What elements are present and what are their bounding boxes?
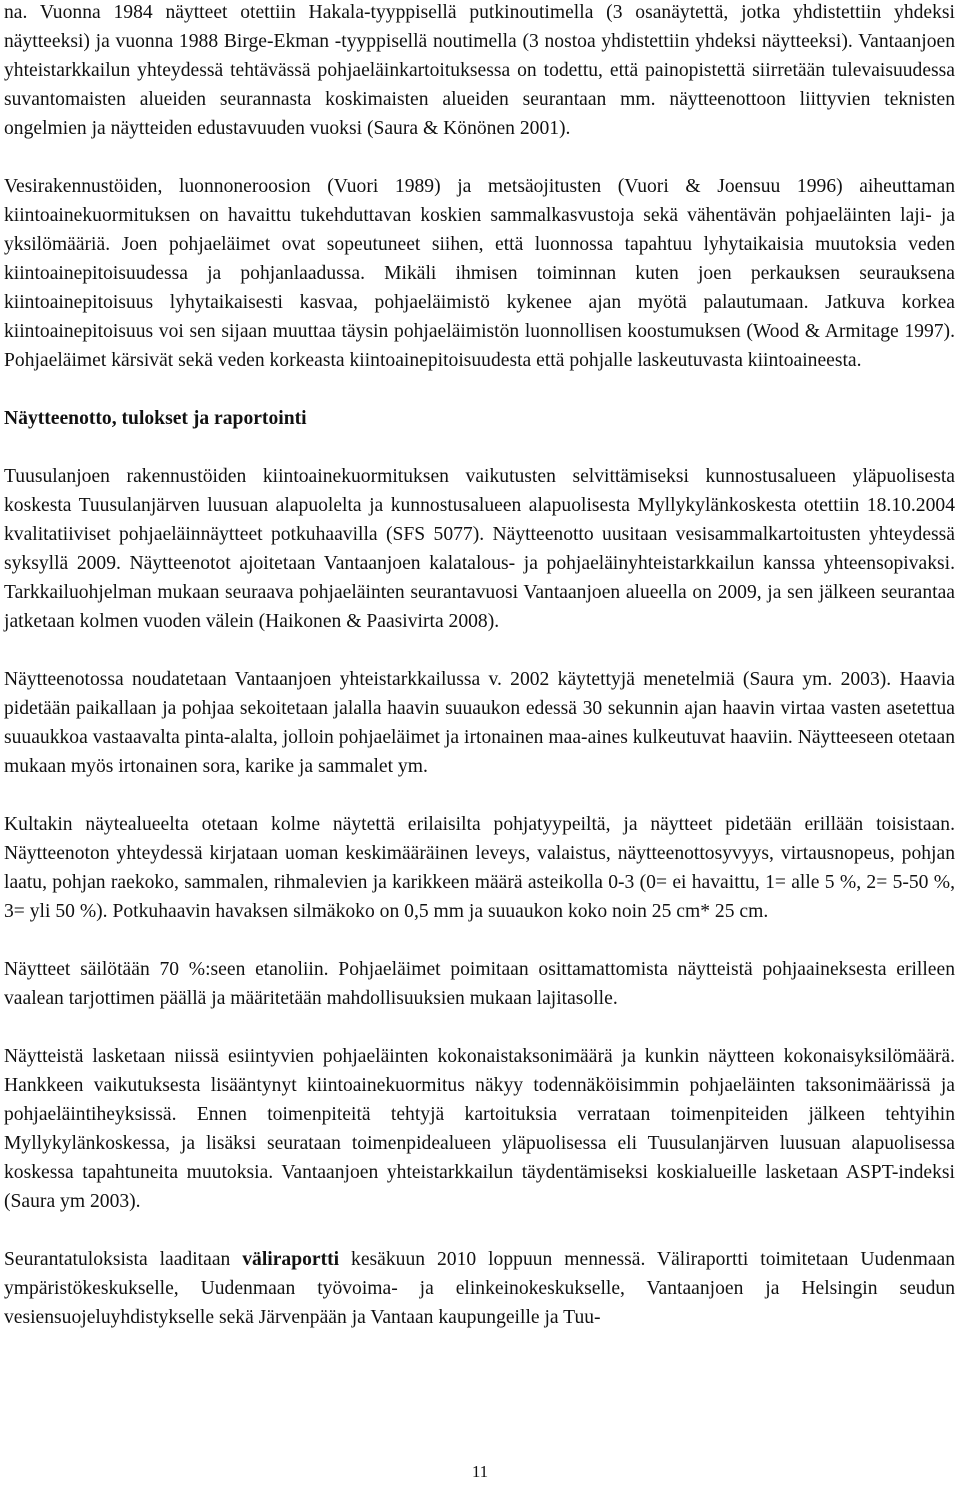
reporting-text-start: Seurantatuloksista laaditaan [4, 1249, 243, 1270]
page-number: 11 [471, 1462, 489, 1481]
paragraph-reporting [4, 1245, 955, 1332]
paragraph-sampling-history: na. Vuonna 1984 näytteet otettiin Hakala-tyyppisellä putkinoutimella (3 osanäytettä, jotka yhdistettiin yhdeksi näytteeksi) ja vuonna 1988 Birge-Ekman -tyyppisellä noutimella (3 nostoa yhdistettiin yhdeksi näytteeksi). Vantaanjoen yhteistarkkailun yhteydessä tehtävässä pohjaeläinkartoituksessa on todettu, että painopistettä siirretään tulevaisuudessa suvantomaisten alueiden seurannasta koskimaisten alueiden seurantaan mm. näytteenottoon liittyvien teknisten ongelmien ja näytteiden edustavuuden vuoksi (Saura & Könönen 2001). [4, 2, 955, 139]
paragraph-suspended-solids: Vesirakennustöiden, luonnoneroosion (Vuori 1989) ja metsäojitusten (Vuori & Joensuu 1996) aiheuttaman kiintoainekuormituksen on havaittu tukehduttavan koskien sammalkasvustoja sekä vähentävän pohjaeläinten laji- ja yksilömääriä. Joen pohjaeläimet ovat sopeutuneet siihen, että luonnossa tapahtuu lyhytaikaisia muutoksia veden kiintoainepitoisuudessa ja pohjanlaadussa. Mikäli ihmisen toiminnan kuten joen perkauksen seurauksena kiintoainepitoisuus lyhytaikaisesti kasvaa, pohjaeläimistö kykenee ajan myötä palautumaan. Jatkuva korkea kiintoainepitoisuus voi sen sijaan muuttaa täysin pohjaeläimistön luonnollisen koostumuksen (Wood & Armitage 1997). Pohjaeläimet kärsivät sekä veden korkeasta kiintoainepitoisuudesta että pohjalle laskeutuvasta kiintoaineesta. [4, 176, 955, 371]
reporting-bold-term: väliraportti [242, 1249, 340, 1270]
paragraph-sampling-method: Näytteenotossa noudatetaan Vantaanjoen yhteistarkkailussa v. 2002 käytettyjä menetelmiä (Saura ym. 2003). Haavia pidetään paikallaan ja pohjaa sekoitetaan jalalla haavin suuaukon edessä 30 sekunnin ajan haavin virtaa vasten asetettua suuaukkoa vastaavalta pinta-alalta, jolloin pohjaeläimet ja irtonainen maa-aines kulkeutuvat haaviin. Näytteeseen otetaan mukaan myös irtonainen sora, karike ja sammalet ym. [4, 669, 955, 777]
paragraph-analysis: Näytteistä lasketaan niissä esiintyvien pohjaeläinten kokonaistaksonimäärä ja kunkin näytteen kokonaisyksilömäärä. Hankkeen vaikutuksesta lisääntynyt kiintoainekuormitus näkyy todennäköisimmin pohjaeläinten taksonimäärissä ja pohjaeläintiheyksissä. Ennen toimenpiteitä tehtyjä kartoituksia verrataan toimenpiteiden jälkeen tehtyihin Myllykylänkoskessa, ja lisäksi seurataan toimenpidealueen yläpuolisessa eli Tuusulanjärven luusuan alapuolisessa koskessa tapahtuneita muutoksia. Vantaanjoen yhteistarkkailun täydentämiseksi koskialueille lasketaan ASPT-indeksi (Saura ym 2003). [4, 1046, 955, 1212]
section-heading: Näytteenotto, tulokset ja raportointi [4, 408, 307, 429]
paragraph-preservation: Näytteet säilötään 70 %:seen etanoliin. Pohjaeläimet poimitaan osittamattomista näytteistä pohjaaineksesta erilleen vaalean tarjottimen päällä ja määritetään mahdollisuuksien mukaan lajitasolle. [4, 959, 955, 1009]
paragraph-tuusulanjoki-sampling: Tuusulanjoen rakennustöiden kiintoainekuormituksen vaikutusten selvittämiseksi kunnostusalueen yläpuolisesta koskesta Tuusulanjärven luusuan alapuolelta ja kunnostusalueen alapuolisesta Myllykylänkoskesta otettiin 18.10.2004 kvalitatiiviset pohjaeläinnäytteet potkuhaavilla (SFS 5077). Näytteenotto uusitaan vesisammalkartoitusten yhteydessä syksyllä 2009. Näytteenotot ajoitetaan Vantaanjoen kalatalous- ja pohjaeläinyhteistarkkailun kanssa yhteensopivaksi. Tarkkailuohjelman mukaan seuraava pohjaeläinten seurantavuosi Vantaanjoen alueella on 2009, ja sen jälkeen seurantaa jatketaan kolmen vuoden välein (Haikonen & Paasivirta 2008). [4, 466, 955, 632]
reporting-text-end: kesäkuun 2010 loppuun mennessä. Väliraportti toimitetaan Uudenmaan ympäristökeskukselle, Uudenmaan työvoima- ja elinkeinokeskukselle, Vantaanjoen ja Helsingin seudun vesiensuojeluyhdistykselle sekä Järvenpään ja Vantaan kaupungeille ja Tuu- [4, 1249, 956, 1328]
paragraph-sample-records: Kultakin näytealueelta otetaan kolme näytettä erilaisilta pohjatyypeiltä, ja näytteet pidetään erillään toisistaan. Näytteenoton yhteydessä kirjataan uoman keskimääräinen leveys, valaistus, näytteenottosyvyys, virtausnopeus, pohjan laatu, pohjan raekoko, sammalen, rihmalevien ja karikkeen määrä asteikolla 0-3 (0= ei havaittu, 1= alle 5 %, 2= 5-50 %, 3= yli 50 %). Potkuhaavin havaksen silmäkoko on 0,5 mm ja suuaukon koko noin 25 cm* 25 cm. [4, 814, 955, 922]
